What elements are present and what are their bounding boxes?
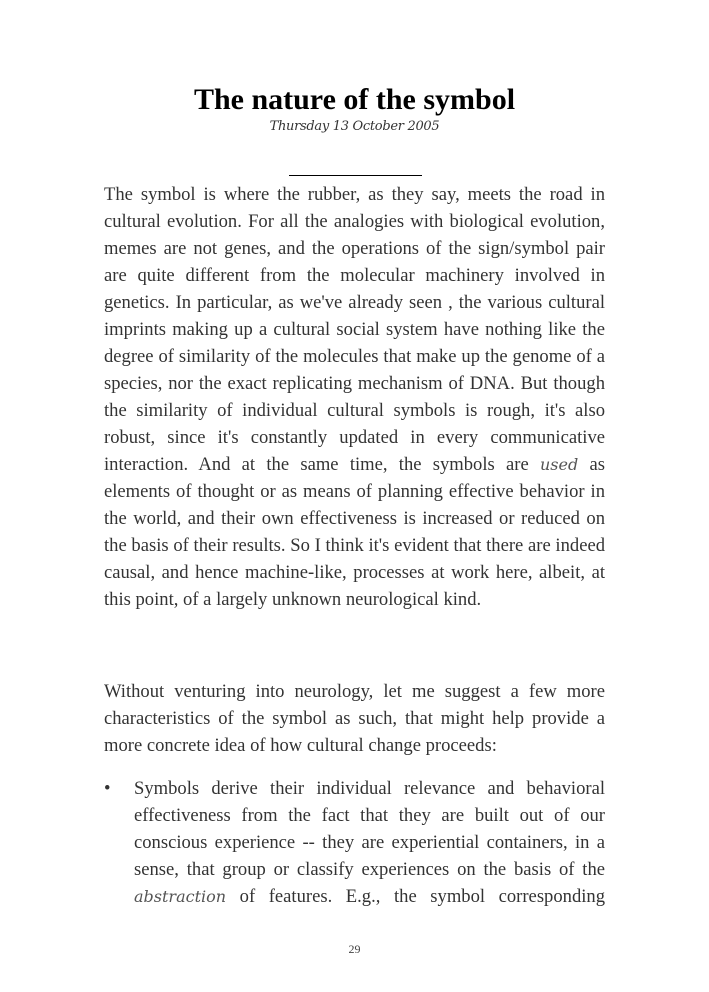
page-number: 29 [348, 942, 361, 956]
list-item-text: Symbols derive their individual relevance and behavioral effectiveness from the fact that they are built out of our conscious experience -- they are experiential containers, in a sense, that group or classify experiences on the basis of the [134, 778, 605, 880]
paragraph [104, 678, 605, 759]
paragraph-text: as elements of thought or as means of planning effective behavior in the world, and their own effectiveness is increased or reduced on the basis of their results. So I think it's evident that there are indeed causal, and hence machine-like, processes at work here, albeit, at this point, of a largely unknown neurological kind. [104, 454, 605, 610]
paragraph [104, 181, 605, 613]
paragraph-text: Without venturing into neurology, let me suggest a few more characteristics of the symbol as such, that might help provide a more concrete idea of how cultural change proceeds: [104, 681, 605, 756]
list-item [104, 775, 605, 910]
page-title: The nature of the symbol [193, 83, 516, 116]
emphasis-text: used [540, 455, 579, 474]
list-item-text: of features. E.g., the symbol corresponding [226, 886, 605, 907]
divider [289, 175, 422, 176]
article-date: Thursday 13 October 2005 [269, 119, 440, 134]
bullet-marker: • [104, 778, 111, 799]
paragraph-text: The symbol is where the rubber, as they say, meets the road in cultural evolution. For all the analogies with biological evolution, memes are not genes, and the operations of the sign/symbol pair are quite different from the molecular machinery involved in genetics. In particular, as we've already seen , the various cultural imprints making up a cultural social system have nothing like the degree of similarity of the molecules that make up the genome of a species, nor the exact replicating mechanism of DNA. But though the similarity of individual cultural symbols is rough, it's also robust, since it's constantly updated in every communicative interaction. And at the same time, the symbols are [104, 184, 605, 475]
emphasis-text: abstraction [134, 887, 227, 906]
